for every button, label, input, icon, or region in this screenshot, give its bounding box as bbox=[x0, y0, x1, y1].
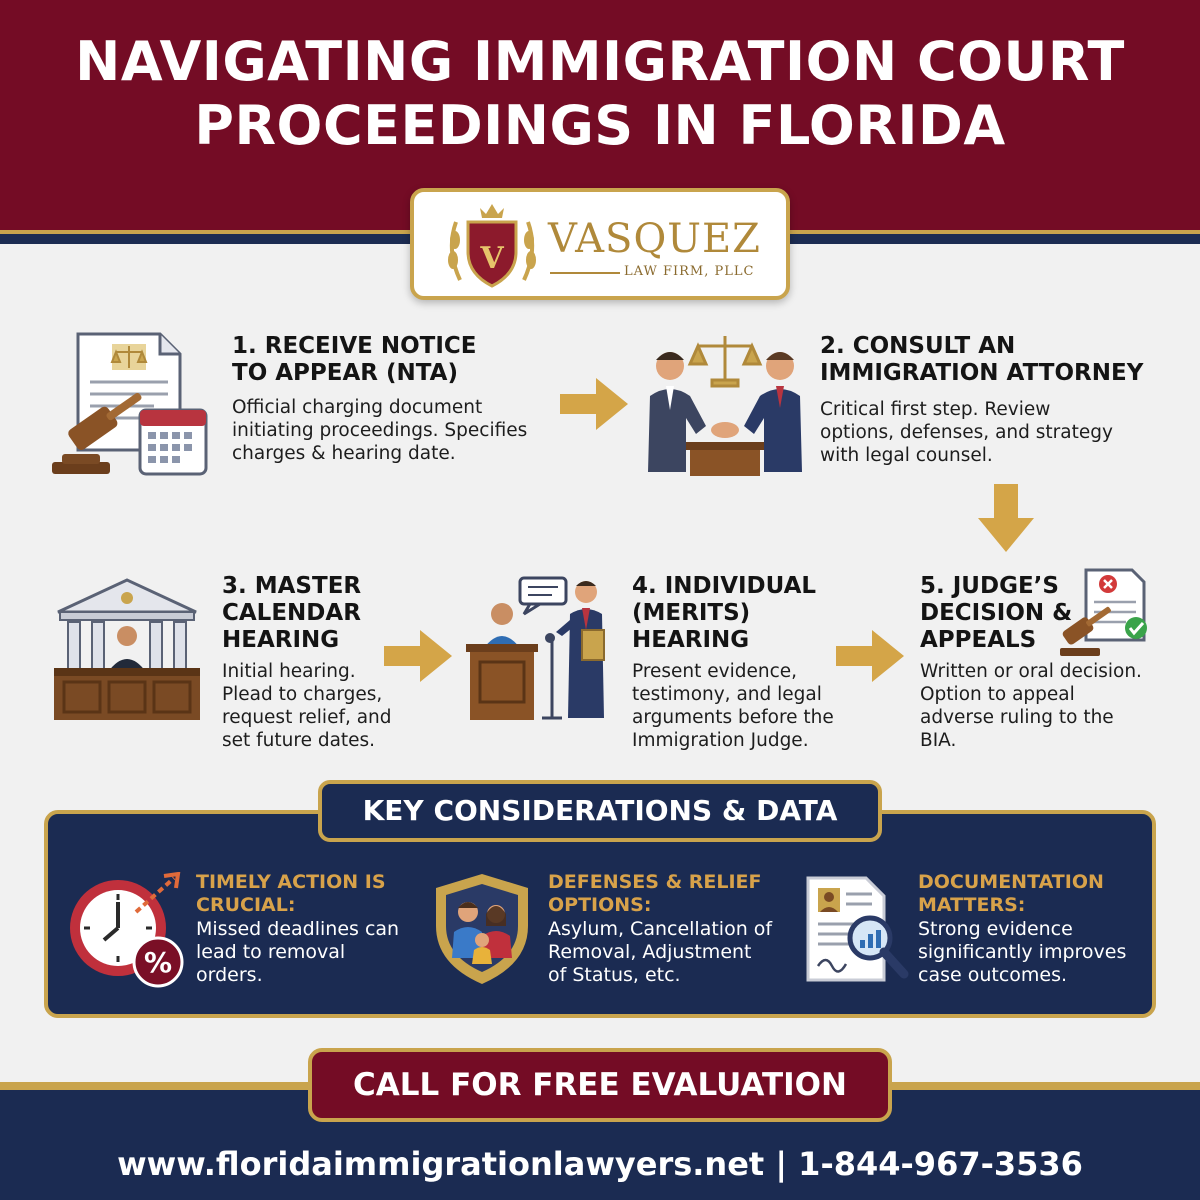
step-1-desc-line: charges & hearing date. bbox=[232, 443, 456, 464]
key-item-1-text bbox=[196, 918, 399, 987]
step-5-title-line: 5. JUDGE’S bbox=[920, 573, 1059, 599]
step-1-title-line: TO APPEAR (NTA) bbox=[232, 360, 458, 386]
key-item-3-text bbox=[918, 918, 1126, 987]
step-4-desc-line: arguments before the bbox=[632, 707, 834, 728]
firm-name: VASQUEZ bbox=[548, 216, 761, 262]
arrow-right-icon bbox=[836, 628, 906, 684]
title-line-2: PROCEEDINGS IN FLORIDA bbox=[194, 94, 1006, 157]
page-title bbox=[0, 30, 1200, 158]
step-3-desc-line: request relief, and bbox=[222, 707, 392, 728]
step-5-title-line: DECISION & bbox=[920, 600, 1073, 626]
step-1-title bbox=[232, 333, 476, 387]
key-item-2-heading bbox=[548, 871, 762, 917]
document-magnifier-icon bbox=[804, 872, 910, 986]
step-4-desc-line: Immigration Judge. bbox=[632, 730, 809, 751]
key-item-2-text-line: Asylum, Cancellation of bbox=[548, 918, 773, 940]
key-item-1-heading-line: TIMELY ACTION IS bbox=[196, 871, 386, 893]
step-1-description bbox=[232, 396, 527, 465]
key-item-3-text-line: Strong evidence bbox=[918, 918, 1073, 940]
family-shield-icon bbox=[430, 870, 534, 988]
step-5-desc-line: BIA. bbox=[920, 730, 957, 751]
step-5-desc-line: adverse ruling to the bbox=[920, 707, 1114, 728]
step-3-description bbox=[222, 660, 392, 752]
arrow-right-icon bbox=[560, 376, 630, 432]
logo-rule bbox=[550, 272, 620, 274]
clock-percent-icon bbox=[66, 872, 188, 990]
step-5-title bbox=[920, 573, 1072, 654]
step-4-description bbox=[632, 660, 834, 752]
step-3-title bbox=[222, 573, 361, 654]
step-1-desc-line: initiating proceedings. Specifies bbox=[232, 420, 528, 441]
title-line-1: NAVIGATING IMMIGRATION COURT bbox=[75, 30, 1125, 93]
percent-badge: % bbox=[143, 946, 173, 979]
step-2-desc-line: Critical first step. Review bbox=[820, 399, 1051, 420]
step-3-desc-line: Plead to charges, bbox=[222, 684, 383, 705]
key-item-2-text-line: of Status, etc. bbox=[548, 964, 681, 986]
step-5-desc-line: Option to appeal bbox=[920, 684, 1075, 705]
step-4-title-line: 4. INDIVIDUAL bbox=[632, 573, 817, 599]
step-2-desc-line: with legal counsel. bbox=[820, 445, 993, 466]
step-1-title-line: 1. RECEIVE NOTICE bbox=[232, 333, 477, 359]
decision-document-gavel-icon bbox=[1056, 566, 1152, 658]
key-item-1-heading bbox=[196, 871, 386, 917]
key-item-3-text-line: case outcomes. bbox=[918, 964, 1068, 986]
firm-subtitle: LAW FIRM, PLLC bbox=[624, 264, 755, 279]
step-4-title-line: HEARING bbox=[632, 627, 750, 653]
step-3-desc-line: Initial hearing. bbox=[222, 661, 356, 682]
key-item-3-text-line: significantly improves bbox=[918, 941, 1127, 963]
step-3-title-line: 3. MASTER bbox=[222, 573, 362, 599]
step-4-desc-line: testimony, and legal bbox=[632, 684, 822, 705]
key-item-2-text bbox=[548, 918, 772, 987]
key-considerations-title: KEY CONSIDERATIONS & DATA bbox=[318, 780, 882, 842]
step-4-desc-line: Present evidence, bbox=[632, 661, 798, 682]
attorney-handshake-icon bbox=[640, 330, 810, 480]
key-item-2-text-line: Removal, Adjustment bbox=[548, 941, 752, 963]
key-item-3-heading bbox=[918, 871, 1104, 917]
step-2-description bbox=[820, 398, 1113, 467]
step-1-desc-line: Official charging document bbox=[232, 397, 483, 418]
step-3-title-line: CALENDAR bbox=[222, 600, 361, 626]
key-item-1-text-line: orders. bbox=[196, 964, 263, 986]
step-2-title-line: 2. CONSULT AN bbox=[820, 333, 1016, 359]
key-item-2-heading-line: OPTIONS: bbox=[548, 894, 652, 916]
step-5-desc-line: Written or oral decision. bbox=[920, 661, 1142, 682]
step-2-desc-line: options, defenses, and strategy bbox=[820, 422, 1113, 443]
firm-logo[interactable] bbox=[410, 188, 790, 300]
key-item-1-heading-line: CRUCIAL: bbox=[196, 894, 296, 916]
free-evaluation-button[interactable]: CALL FOR FREE EVALUATION bbox=[308, 1048, 892, 1122]
step-5-description bbox=[920, 660, 1142, 752]
witness-stand-lawyer-icon bbox=[464, 572, 614, 724]
key-item-3-heading-line: DOCUMENTATION bbox=[918, 871, 1104, 893]
crest-emblem-icon bbox=[442, 200, 542, 294]
step-5-title-line: APPEALS bbox=[920, 627, 1037, 653]
step-4-title-line: (MERITS) bbox=[632, 600, 751, 626]
step-3-desc-line: set future dates. bbox=[222, 730, 376, 751]
step-4-title bbox=[632, 573, 816, 654]
key-item-3-heading-line: MATTERS: bbox=[918, 894, 1026, 916]
courthouse-judge-icon bbox=[52, 576, 202, 722]
emblem-letter: V bbox=[480, 241, 504, 276]
notice-document-gavel-calendar-icon bbox=[50, 330, 210, 480]
step-3-title-line: HEARING bbox=[222, 627, 340, 653]
contact-line[interactable]: www.floridaimmigrationlawyers.net | 1-844-967-3536 bbox=[117, 1145, 1083, 1183]
step-2-title-line: IMMIGRATION ATTORNEY bbox=[820, 360, 1144, 386]
arrow-right-icon bbox=[384, 628, 454, 684]
key-item-2-heading-line: DEFENSES & RELIEF bbox=[548, 871, 762, 893]
key-item-1-text-line: lead to removal bbox=[196, 941, 346, 963]
arrow-down-icon bbox=[976, 484, 1036, 554]
step-2-title bbox=[820, 333, 1143, 387]
key-item-1-text-line: Missed deadlines can bbox=[196, 918, 400, 940]
